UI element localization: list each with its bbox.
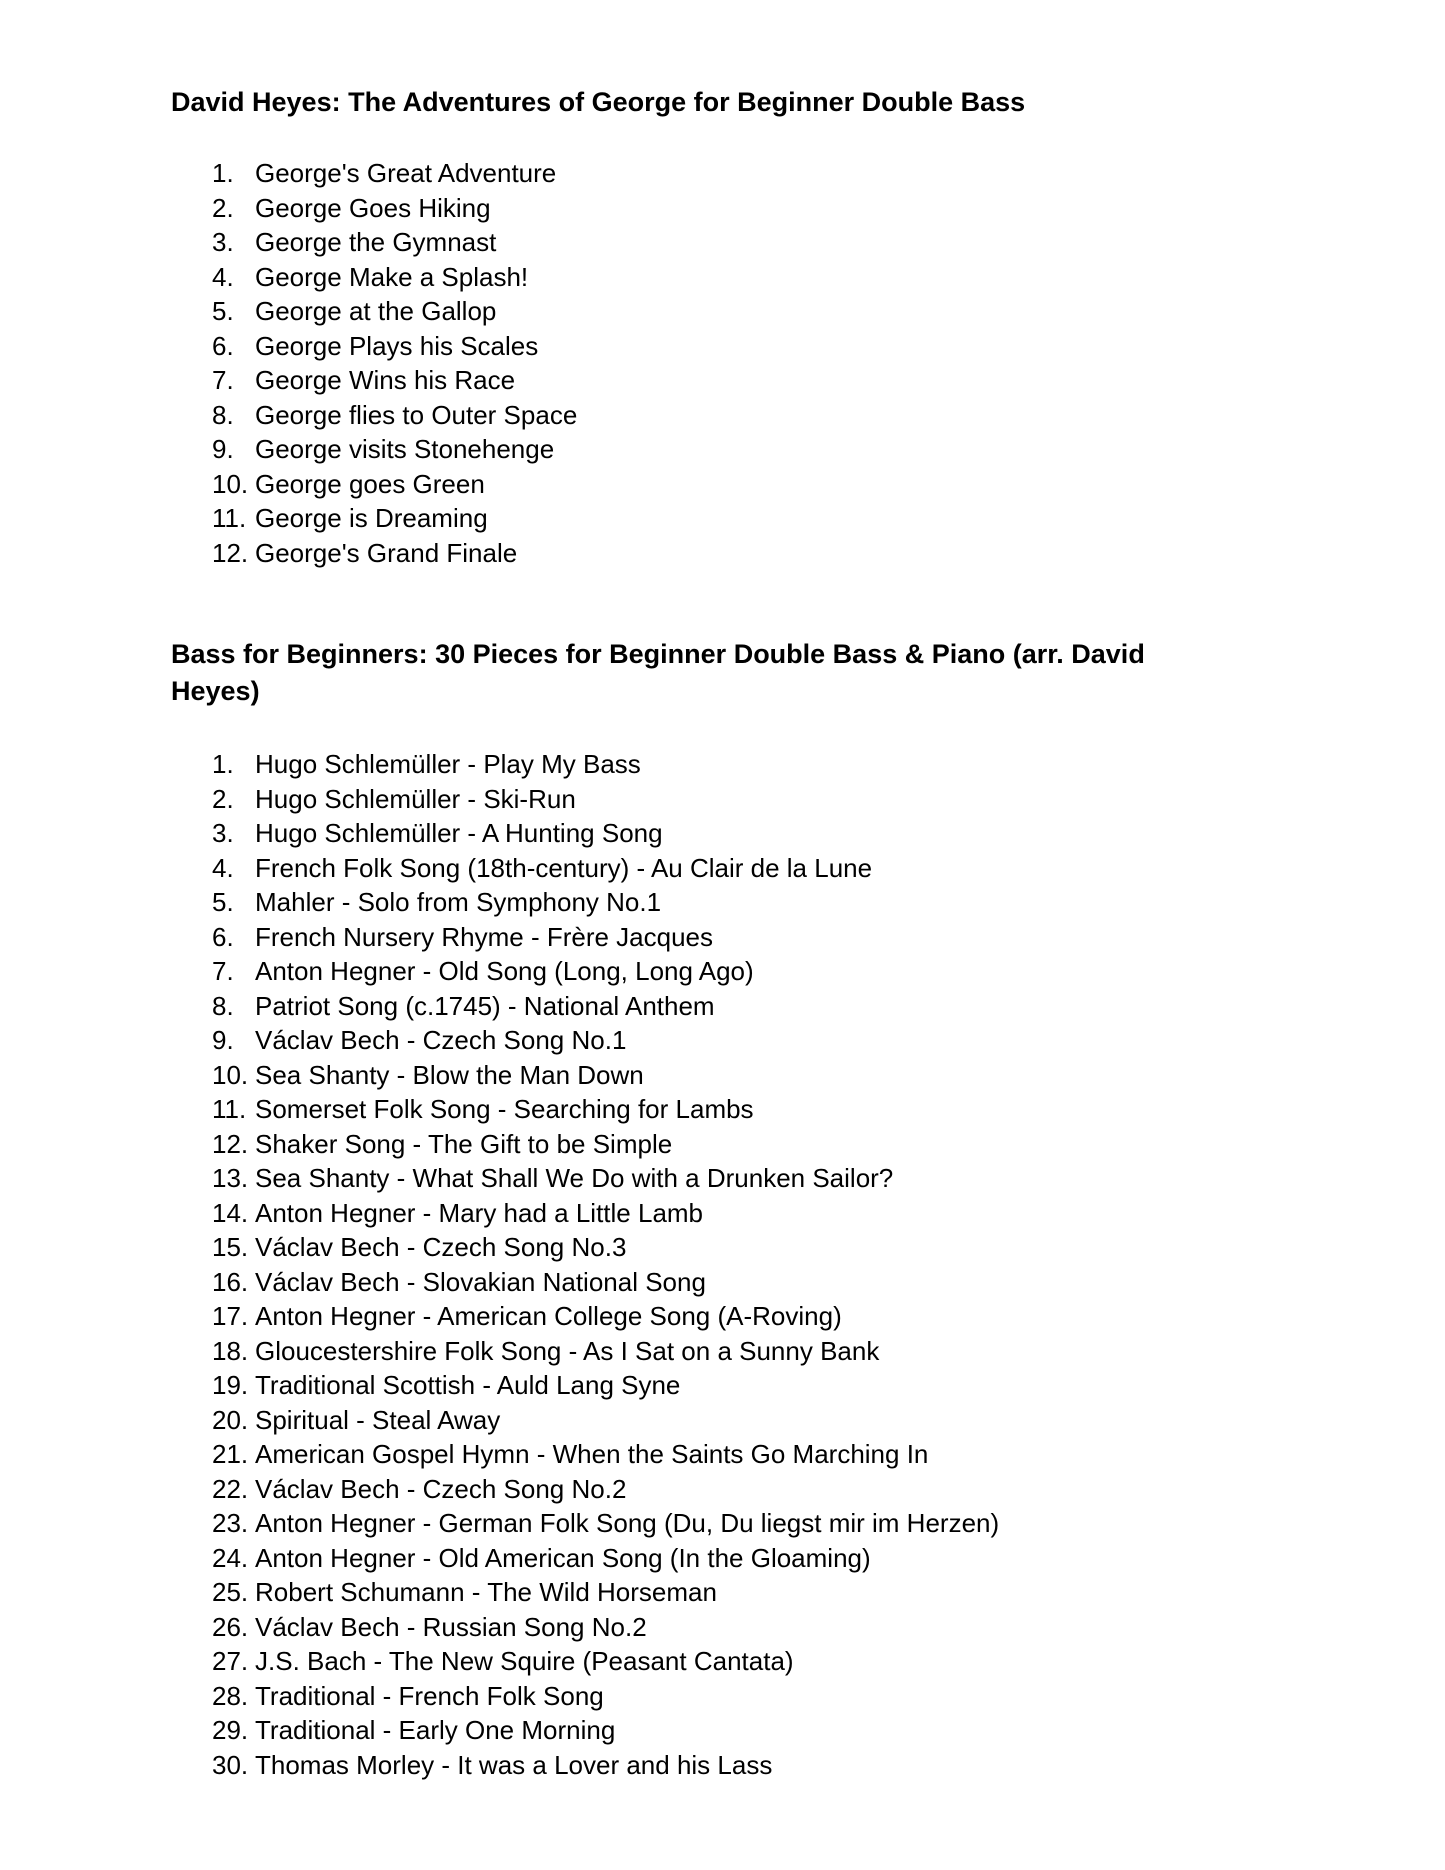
list-item-number: 21.: [212, 1439, 249, 1469]
list-item-number: 15.: [212, 1232, 249, 1262]
list-item: [212, 1334, 1362, 1369]
list-item: [212, 1368, 1362, 1403]
list-item-title: George flies to Outer Space: [255, 399, 578, 430]
list-item-title: Hugo Schlemüller - A Hunting Song: [255, 818, 663, 848]
list-item-number: 3.: [212, 818, 234, 848]
list-item-title: Anton Hegner - Old American Song (In the Gloaming): [255, 1542, 871, 1573]
list-item-number: 11.: [212, 1094, 247, 1124]
list-item: [212, 885, 1362, 920]
list-item-number: 12.: [212, 537, 249, 568]
list-item-number: 6.: [212, 921, 234, 952]
list-item-number: 12.: [212, 1128, 249, 1159]
list-item: [212, 1437, 1362, 1472]
list-item: [212, 989, 1362, 1024]
list-item-number: 22.: [212, 1473, 249, 1504]
list-item-number: 7.: [212, 365, 234, 395]
list-item-title: George Wins his Race: [255, 365, 516, 395]
list-item: [212, 1058, 1362, 1093]
list-item: [212, 398, 1362, 433]
list-item-title: Hugo Schlemüller - Ski-Run: [255, 783, 576, 814]
list-item-title: Thomas Morley - It was a Lover and his Lass: [255, 1749, 773, 1780]
list-item-title: George visits Stonehenge: [255, 434, 555, 464]
list-item-number: 8.: [212, 399, 234, 430]
list-item-number: 8.: [212, 990, 234, 1021]
list-item: [212, 1230, 1362, 1265]
list-item-number: 2.: [212, 783, 234, 814]
list-item: [212, 1713, 1362, 1748]
list-item-number: 14.: [212, 1197, 249, 1228]
list-item-number: 25.: [212, 1577, 249, 1607]
list-item-title: Sea Shanty - Blow the Man Down: [255, 1059, 644, 1090]
list-item-number: 3.: [212, 227, 234, 257]
list-item: [212, 156, 1362, 191]
list-item: [212, 1023, 1362, 1058]
list-item: [212, 294, 1362, 329]
list-item-title: Robert Schumann - The Wild Horseman: [255, 1577, 717, 1607]
list-item-title: Václav Bech - Czech Song No.2: [255, 1473, 627, 1504]
list-item: [212, 1161, 1362, 1196]
adventures-of-george-list: [212, 156, 1362, 570]
list-item-number: 5.: [212, 296, 234, 326]
list-item-title: Somerset Folk Song - Searching for Lambs: [255, 1094, 754, 1124]
list-item: [212, 1403, 1362, 1438]
bass-for-beginners-list: [212, 747, 1362, 1782]
list-item-title: Spiritual - Steal Away: [255, 1404, 501, 1435]
list-item: [212, 1541, 1362, 1576]
list-item-number: 2.: [212, 192, 234, 223]
list-item: [212, 1472, 1362, 1507]
list-item-number: 5.: [212, 887, 234, 917]
list-item-title: Hugo Schlemüller - Play My Bass: [255, 749, 641, 779]
list-item-title: J.S. Bach - The New Squire (Peasant Cantata): [255, 1646, 794, 1676]
list-item-number: 11.: [212, 503, 247, 533]
list-item: [212, 536, 1362, 571]
list-item-number: 24.: [212, 1542, 249, 1573]
list-item: [212, 329, 1362, 364]
list-item-number: 26.: [212, 1611, 249, 1642]
list-item: [212, 191, 1362, 226]
list-item-number: 23.: [212, 1508, 249, 1538]
list-item-title: George is Dreaming: [255, 503, 488, 533]
section-heading-bass-for-beginners: Bass for Beginners: 30 Pieces for Beginner Double Bass & Piano (arr. David Heyes): [171, 639, 1145, 706]
list-item-number: 27.: [212, 1646, 249, 1676]
list-item-title: George goes Green: [255, 468, 485, 499]
list-item-number: 1.: [212, 158, 234, 188]
list-item-number: 20.: [212, 1404, 249, 1435]
list-item-title: George's Grand Finale: [255, 537, 518, 568]
list-item: [212, 816, 1362, 851]
list-item-number: 13.: [212, 1163, 249, 1193]
section-heading-adventures-of-george: David Heyes: The Adventures of George for Beginner Double Bass: [171, 87, 1026, 117]
list-item-number: 6.: [212, 330, 234, 361]
list-item-title: American Gospel Hymn - When the Saints Go Marching In: [255, 1439, 929, 1469]
list-item-number: 28.: [212, 1680, 249, 1711]
list-item-title: Traditional - French Folk Song: [255, 1680, 604, 1711]
list-item: [212, 1506, 1362, 1541]
list-item-title: French Folk Song (18th-century) - Au Clair de la Lune: [255, 852, 873, 883]
list-item-number: 29.: [212, 1715, 249, 1745]
list-item: [212, 1748, 1362, 1783]
list-item-title: Mahler - Solo from Symphony No.1: [255, 887, 662, 917]
list-item: [212, 467, 1362, 502]
list-item: [212, 920, 1362, 955]
list-item: [212, 954, 1362, 989]
list-item: [212, 1610, 1362, 1645]
list-item-number: 17.: [212, 1301, 249, 1331]
list-item-number: 4.: [212, 261, 234, 292]
list-item-title: George at the Gallop: [255, 296, 497, 326]
list-item-title: Shaker Song - The Gift to be Simple: [255, 1128, 673, 1159]
list-item-title: French Nursery Rhyme - Frère Jacques: [255, 921, 714, 952]
list-item: [212, 1265, 1362, 1300]
list-item-title: George Goes Hiking: [255, 192, 491, 223]
list-item-number: 19.: [212, 1370, 249, 1400]
list-item-number: 9.: [212, 1025, 234, 1055]
list-item: [212, 747, 1362, 782]
list-item-number: 10.: [212, 1059, 249, 1090]
list-item-number: 1.: [212, 749, 234, 779]
list-item-title: George Plays his Scales: [255, 330, 539, 361]
list-item-number: 18.: [212, 1335, 249, 1366]
list-item: [212, 501, 1362, 536]
list-item: [212, 1679, 1362, 1714]
list-item: [212, 260, 1362, 295]
list-item: [212, 363, 1362, 398]
list-item: [212, 1092, 1362, 1127]
list-item-title: Patriot Song (c.1745) - National Anthem: [255, 990, 715, 1021]
list-item: [212, 782, 1362, 817]
list-item-title: Traditional - Early One Morning: [255, 1715, 616, 1745]
list-item-title: George Make a Splash!: [255, 261, 529, 292]
list-item-title: Traditional Scottish - Auld Lang Syne: [255, 1370, 681, 1400]
list-item-title: Anton Hegner - German Folk Song (Du, Du liegst mir im Herzen): [255, 1508, 1000, 1538]
list-item: [212, 1127, 1362, 1162]
list-item-title: George's Great Adventure: [255, 158, 557, 188]
list-item-title: Sea Shanty - What Shall We Do with a Drunken Sailor?: [255, 1163, 894, 1193]
list-item-title: Václav Bech - Slovakian National Song: [255, 1266, 706, 1297]
list-item: [212, 432, 1362, 467]
list-item-number: 4.: [212, 852, 234, 883]
list-item: [212, 1196, 1362, 1231]
list-item-title: Anton Hegner - American College Song (A-Roving): [255, 1301, 842, 1331]
list-item-number: 9.: [212, 434, 234, 464]
list-item: [212, 225, 1362, 260]
list-item: [212, 851, 1362, 886]
list-item-number: 7.: [212, 956, 234, 986]
list-item: [212, 1299, 1362, 1334]
list-item-title: Anton Hegner - Old Song (Long, Long Ago): [255, 956, 754, 986]
list-item-title: George the Gymnast: [255, 227, 497, 257]
list-item-title: Václav Bech - Russian Song No.2: [255, 1611, 647, 1642]
list-item-title: Anton Hegner - Mary had a Little Lamb: [255, 1197, 704, 1228]
list-item-number: 30.: [212, 1749, 249, 1780]
list-item-title: Gloucestershire Folk Song - As I Sat on a Sunny Bank: [255, 1335, 880, 1366]
list-item-number: 16.: [212, 1266, 249, 1297]
list-item-title: Václav Bech - Czech Song No.1: [255, 1025, 627, 1055]
list-item-number: 10.: [212, 468, 249, 499]
list-item-title: Václav Bech - Czech Song No.3: [255, 1232, 627, 1262]
list-item: [212, 1575, 1362, 1610]
list-item: [212, 1644, 1362, 1679]
